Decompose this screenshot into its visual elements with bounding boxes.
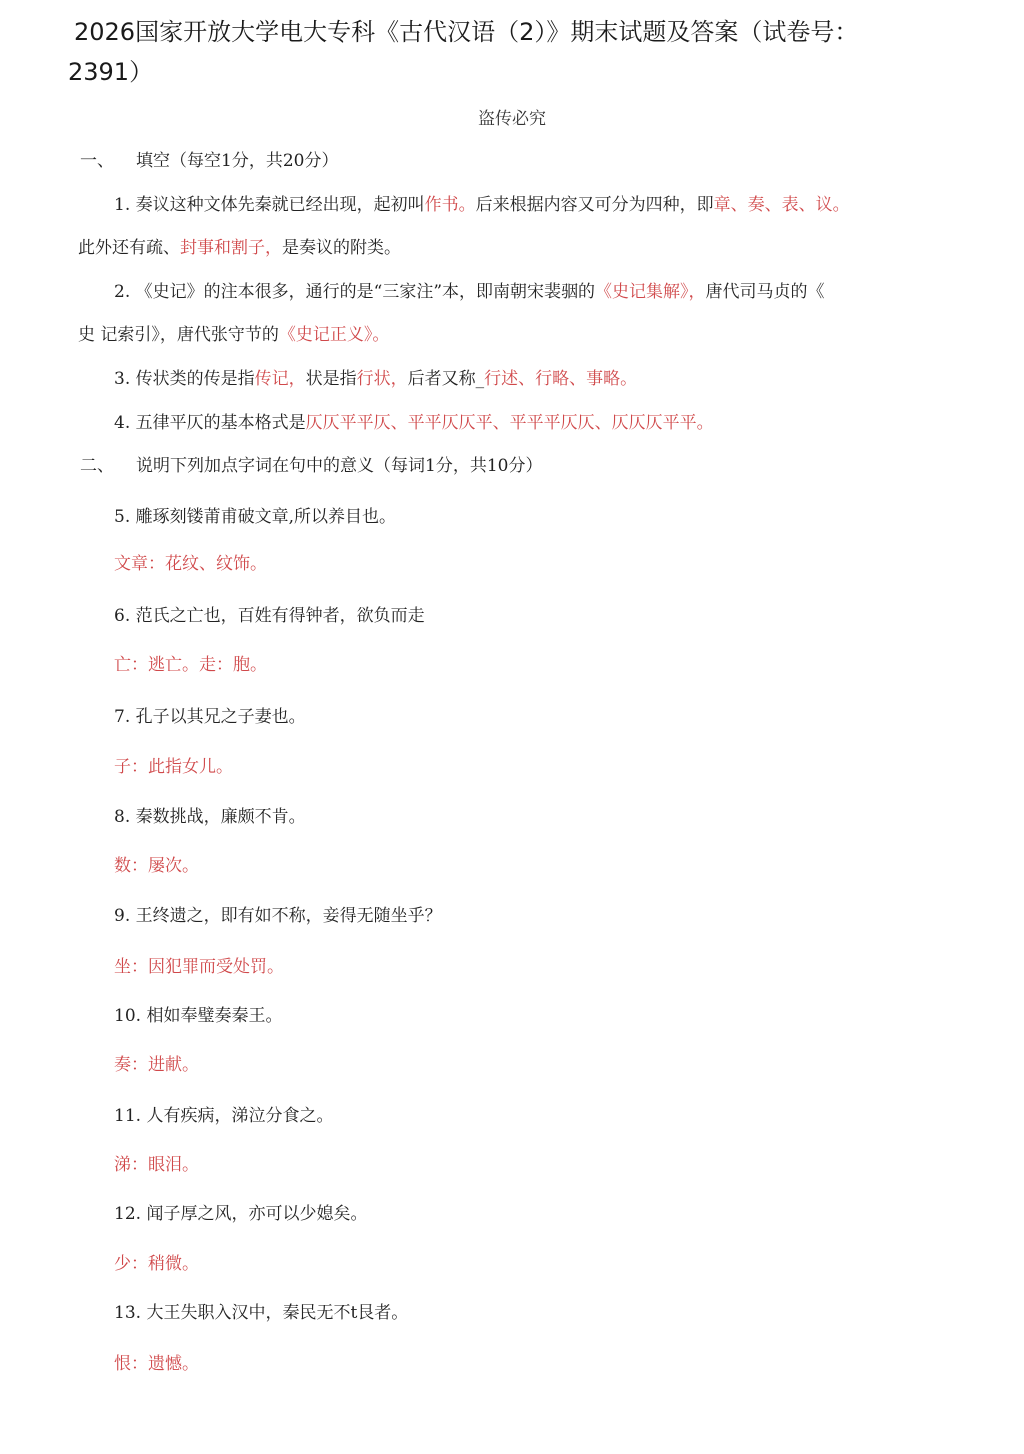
question-text: 后来根据内容又可分为四种，即 — [475, 195, 714, 215]
answer-text: 封事和割子， — [180, 238, 282, 258]
section-title: 填空（每空1分，共20分） — [136, 151, 339, 171]
question-text: 此外还有疏、 — [78, 238, 180, 258]
question-text: 2. 《史记》的注本很多，通行的是“三家注”本，即南朝宋裴骃的 — [114, 282, 596, 302]
answer-text: 行状， — [356, 369, 408, 389]
question-4 — [114, 408, 714, 433]
question-2-line-2 — [78, 320, 389, 345]
answer-10: 奏：进献。 — [114, 1055, 199, 1075]
answer-text: 《史记集解》， — [595, 282, 706, 302]
question-3 — [114, 364, 637, 389]
question-text: 4. 五律平仄的基本格式是 — [114, 413, 306, 433]
question-text: 状是指 — [305, 369, 357, 389]
question-text: 史 记索引》，唐代张守节的 — [78, 325, 279, 345]
question-10: 10. 相如奉璧奏秦王。 — [114, 1006, 283, 1026]
question-2-line-1 — [114, 277, 825, 302]
title-line-1: 2026国家开放大学电大专科《古代汉语（2）》期末试题及答案（试卷号： — [74, 18, 859, 46]
section-2-heading — [80, 451, 542, 476]
question-text: 是奏议的附类。 — [282, 238, 401, 258]
question-11: 11. 人有疾病，涕泣分食之。 — [114, 1106, 334, 1126]
answer-12: 少：稍微。 — [114, 1254, 199, 1274]
title-line-2: 2391） — [68, 58, 154, 86]
answer-9: 坐：因犯罪而受处罚。 — [114, 957, 284, 977]
answer-8: 数：屡次。 — [114, 856, 199, 876]
question-1-line-1 — [114, 190, 850, 215]
question-12: 12. 闻子厚之风，亦可以少媳矣。 — [114, 1204, 368, 1224]
watermark-text: 盗传必究 — [478, 109, 546, 129]
answer-11: 涕：眼泪。 — [114, 1155, 199, 1175]
answer-7: 子：此指女儿。 — [114, 757, 233, 777]
question-5: 5. 雕琢刻镂莆甫破文章,所以养目也。 — [114, 507, 397, 527]
document-title — [68, 12, 968, 92]
question-text: 后者又称_ — [407, 369, 485, 389]
question-7: 7. 孔子以其兄之子妻也。 — [114, 707, 306, 727]
section-number: 二、 — [80, 456, 114, 476]
answer-5: 文章：花纹、纹饰。 — [114, 554, 267, 574]
section-1-heading — [80, 146, 338, 171]
question-13: 13. 大王失职入汉中，秦民无不t艮者。 — [114, 1303, 409, 1323]
answer-text: 《史记正义》。 — [278, 325, 390, 345]
answer-6: 亡：逃亡。走：胞。 — [114, 655, 267, 675]
question-6: 6. 范氏之亡也，百姓有得钟者，欲负而走 — [114, 606, 425, 626]
answer-13: 恨：遗憾。 — [114, 1354, 199, 1374]
question-text: 3. 传状类的传是指 — [114, 369, 255, 389]
question-1-line-2 — [78, 233, 401, 258]
answer-text: 章、奏、表、议。 — [713, 195, 850, 215]
section-title: 说明下列加点字词在句中的意义（每词1分，共10分） — [136, 456, 543, 476]
answer-text: 作书。 — [424, 195, 476, 215]
question-text: 1. 奏议这种文体先秦就已经出现，起初叫 — [114, 195, 425, 215]
answer-text: 传记， — [254, 369, 306, 389]
question-9: 9. 王终遗之，即有如不称，妾得无随坐乎？ — [114, 906, 442, 926]
answer-text: 行述、行略、事略。 — [484, 369, 638, 389]
question-8: 8. 秦数挑战，廉颇不肯。 — [114, 807, 306, 827]
section-number: 一、 — [80, 151, 114, 171]
question-text: 唐代司马贞的《 — [705, 282, 825, 302]
answer-text: 仄仄平平仄、平平仄仄平、平平平仄仄、仄仄仄平平。 — [305, 413, 714, 433]
